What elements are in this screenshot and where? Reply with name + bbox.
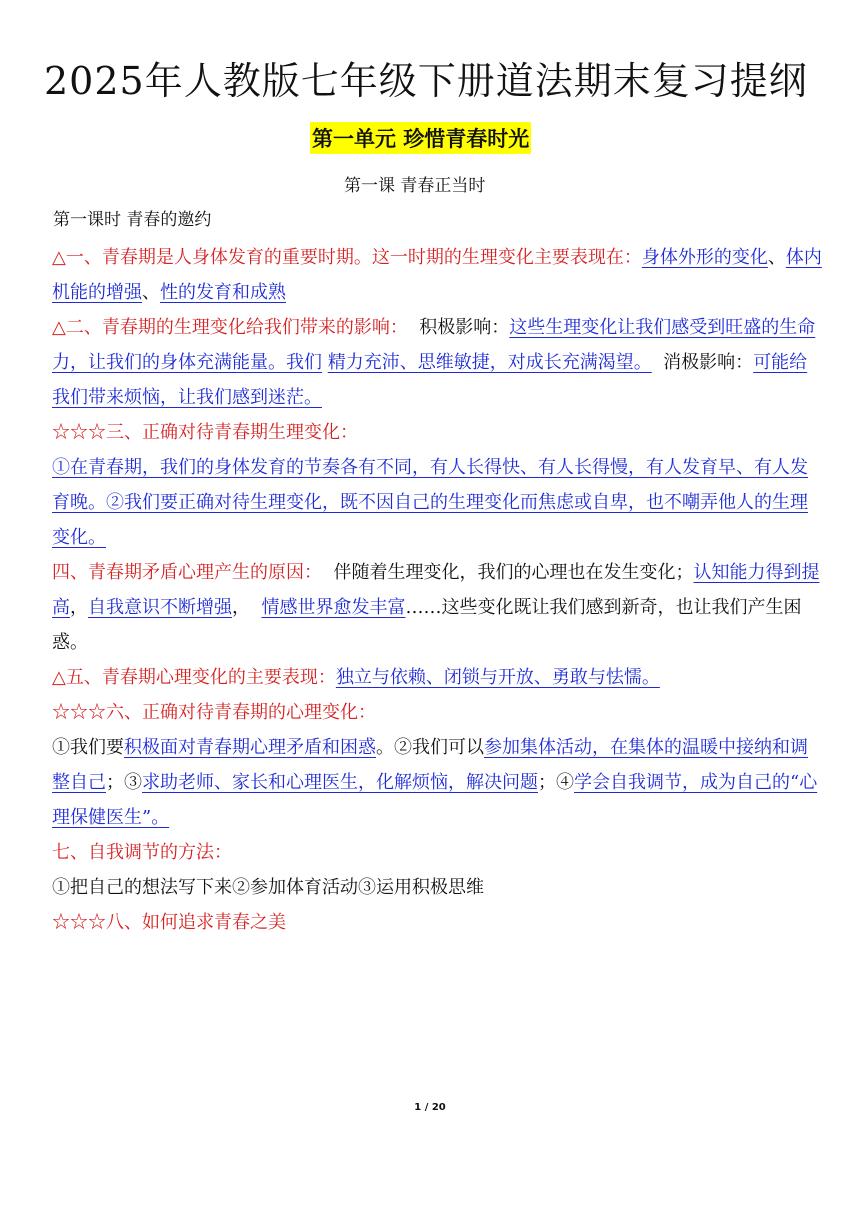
section-6-answer-c: 求助老师、家长和心理医生，化解烦恼，解决问题 [142,772,538,793]
section-1-answer-a: 身体外形的变化 [641,247,768,268]
section-1-answer-b: 体内机能的增强 [52,247,822,303]
section-1-heading: △一、青春期是人身体发育的重要时期。这一时期的生理变化主要表现在： [52,247,642,268]
separator: 、 [142,282,160,303]
section-7 [52,835,822,905]
unit-title: 第一单元 珍惜青春时光 [310,122,531,154]
section-4-answer-a: 认知能力得到提高 [52,562,820,618]
section-3-heading: ☆☆☆三、正确对待青春期生理变化： [52,422,358,443]
period-title: 第一课时 青春的邀约 [53,210,212,230]
section-5 [52,660,822,695]
negative-effect-text: 可能给我们带来烦恼，让我们感到迷茫。 [52,352,808,408]
section-4-heading: 四、青春期矛盾心理产生的原因： [52,562,322,583]
section-6-heading: ☆☆☆六、正确对待青春期的心理变化： [52,702,376,723]
section-5-answer: 独立与依赖、闭锁与开放、勇敢与怯懦。 [335,667,660,688]
section-2-heading: △二、青春期的生理变化给我们带来的影响： [52,317,408,338]
section-4-answer-c: 情感世界愈发丰富 [261,597,406,618]
section-4-intro: 伴随着生理变化，我们的心理也在发生变化； [322,562,694,583]
lesson-title: 第一课 青春正当时 [344,176,486,196]
section-4 [52,555,822,660]
separator: ， [70,597,88,618]
section-6-answer-b: 参加集体活动，在集体的温暖中接纳和调整自己 [52,737,808,793]
section-6-text: ；④ [538,772,574,793]
section-1 [52,240,822,310]
section-4-answer-b: 自我意识不断增强 [88,597,232,618]
section-3 [52,415,822,555]
section-4-tail: ……这些变化既让我们感到新奇，也让我们产生困惑。 [52,597,802,653]
positive-effect-text-2: 精力充沛、思维敏捷，对成长充满渴望。 [327,352,652,373]
section-7-methods: ①把自己的想法写下来②参加体育活动③运用积极思维 [52,877,484,898]
document-title: 2025年人教版七年级下册道法期末复习提纲 [44,59,808,103]
section-6-text: ；③ [106,772,142,793]
positive-effect-text-1: 这些生理变化让我们感受到旺盛的生命力，让我们的身体充满能量。我们 [52,317,816,373]
negative-label: 消极影响： [651,352,754,373]
section-8 [52,905,822,940]
section-6-answer-d: 学会自我调节，成为自己的“心理保健医生”。 [52,772,818,828]
section-1-answer-c: 性的发育和成熟 [160,282,286,303]
section-6-answer-a: 积极面对青春期心理矛盾和困惑 [124,737,376,758]
separator: 、 [767,247,786,268]
outline-content [52,240,822,940]
section-8-heading: ☆☆☆八、如何追求青春之美 [52,912,286,933]
section-6 [52,695,822,835]
section-7-heading: 七、自我调节的方法： [52,842,232,863]
page-number: 1 / 20 [414,1102,446,1113]
section-3-answer: ①在青春期，我们的身体发育的节奏各有不同，有人长得快、有人长得慢，有人发育早、有人发育晚。②我们要正确对待生理变化，既不因自己的生理变化而焦虑或自卑，也不嘲弄他人的生理变化。 [52,457,808,548]
separator: ， [232,597,262,618]
positive-label: 积极影响： [407,317,510,338]
section-2 [52,310,822,415]
section-6-text: 。②我们可以 [376,737,484,758]
section-5-heading: △五、青春期心理变化的主要表现： [52,667,336,688]
section-6-text: ①我们要 [52,737,124,758]
